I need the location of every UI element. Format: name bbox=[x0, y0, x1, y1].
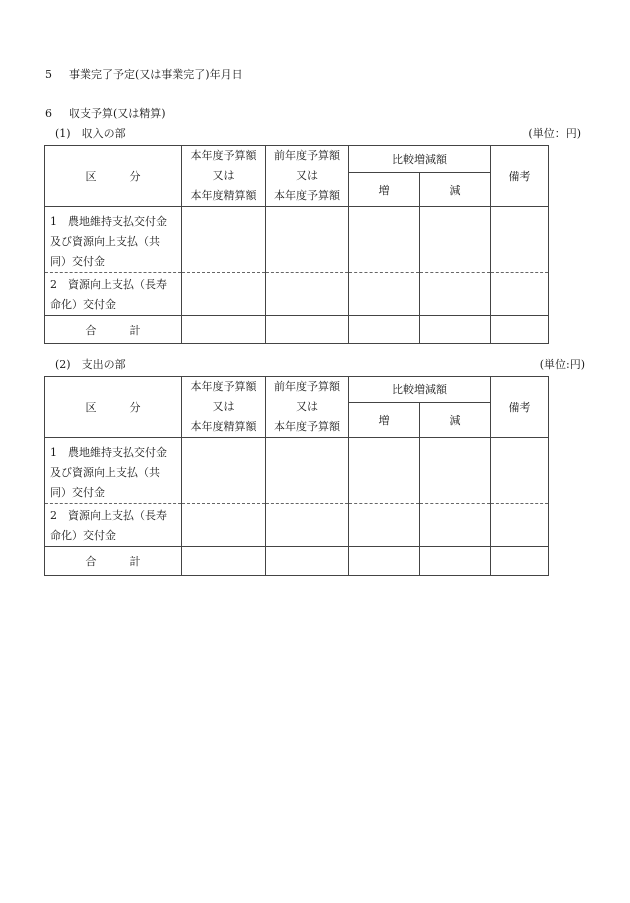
expense-total-decrease[interactable] bbox=[420, 547, 491, 576]
income-header-compare: 比較増減額 bbox=[349, 146, 491, 173]
section-6-heading bbox=[45, 108, 166, 119]
income-row-2-increase[interactable] bbox=[349, 273, 420, 316]
income-total-previous[interactable] bbox=[266, 316, 349, 344]
income-row-1-remarks[interactable] bbox=[491, 207, 549, 273]
expense-table bbox=[44, 376, 549, 576]
income-header-previous: 前年度予算額 又は 本年度予算額 bbox=[266, 146, 349, 207]
income-row-1-increase[interactable] bbox=[349, 207, 420, 273]
expense-row-1-decrease[interactable] bbox=[420, 438, 491, 504]
expense-row-1 bbox=[45, 438, 549, 504]
section-6-title: 収支予算(又は精算) bbox=[69, 107, 166, 120]
section-5-number: 5 bbox=[45, 68, 52, 81]
income-label: (1) 収入の部 bbox=[55, 127, 126, 140]
expense-row-1-increase[interactable] bbox=[349, 438, 420, 504]
expense-row-2-remarks[interactable] bbox=[491, 504, 549, 547]
expense-row-1-current[interactable] bbox=[182, 438, 266, 504]
income-header-current: 本年度予算額 又は 本年度精算額 bbox=[182, 146, 266, 207]
expense-unit: (単位:円) bbox=[539, 358, 585, 371]
expense-row-2-increase[interactable] bbox=[349, 504, 420, 547]
expense-header-compare: 比較増減額 bbox=[349, 377, 491, 403]
section-5-heading bbox=[45, 69, 243, 80]
expense-header-category: 区 分 bbox=[45, 377, 182, 438]
expense-total-current[interactable] bbox=[182, 547, 266, 576]
income-row-2-remarks[interactable] bbox=[491, 273, 549, 316]
income-total-current[interactable] bbox=[182, 316, 266, 344]
income-total-remarks[interactable] bbox=[491, 316, 549, 344]
expense-total-label: 合 計 bbox=[45, 547, 182, 576]
income-row-2 bbox=[45, 273, 549, 316]
income-row-2-decrease[interactable] bbox=[420, 273, 491, 316]
income-unit: (単位：円) bbox=[528, 127, 581, 140]
expense-row-2-current[interactable] bbox=[182, 504, 266, 547]
expense-header-previous: 前年度予算額 又は 本年度予算額 bbox=[266, 377, 349, 438]
income-total-increase[interactable] bbox=[349, 316, 420, 344]
income-header-remarks: 備考 bbox=[491, 146, 549, 207]
expense-total-row bbox=[45, 547, 549, 576]
income-row-1-label: 1 農地維持支払交付金 及び資源向上支払（共 同）交付金 bbox=[45, 207, 182, 273]
income-row-2-label: 2 資源向上支払（長寿 命化）交付金 bbox=[45, 273, 182, 316]
expense-header-row bbox=[45, 377, 549, 403]
income-header-category: 区 分 bbox=[45, 146, 182, 207]
income-row-1-previous[interactable] bbox=[266, 207, 349, 273]
expense-row-1-previous[interactable] bbox=[266, 438, 349, 504]
income-total-row bbox=[45, 316, 549, 344]
expense-label: (2) 支出の部 bbox=[55, 358, 126, 371]
income-total-label: 合 計 bbox=[45, 316, 182, 344]
expense-header-remarks: 備考 bbox=[491, 377, 549, 438]
expense-row-1-remarks[interactable] bbox=[491, 438, 549, 504]
section-6-number: 6 bbox=[45, 107, 52, 120]
expense-total-previous[interactable] bbox=[266, 547, 349, 576]
income-row-2-current[interactable] bbox=[182, 273, 266, 316]
income-row-1 bbox=[45, 207, 549, 273]
income-header-decrease: 減 bbox=[420, 173, 491, 207]
income-total-decrease[interactable] bbox=[420, 316, 491, 344]
expense-header-current: 本年度予算額 又は 本年度精算額 bbox=[182, 377, 266, 438]
section-5-title: 事業完了予定(又は事業完了)年月日 bbox=[69, 68, 243, 81]
income-row-1-current[interactable] bbox=[182, 207, 266, 273]
expense-row-2 bbox=[45, 504, 549, 547]
expense-header-decrease: 減 bbox=[420, 402, 491, 437]
expense-row-2-previous[interactable] bbox=[266, 504, 349, 547]
expense-header-increase: 増 bbox=[349, 402, 420, 437]
income-header-increase: 増 bbox=[349, 173, 420, 207]
income-row-1-decrease[interactable] bbox=[420, 207, 491, 273]
income-header-row bbox=[45, 146, 549, 173]
expense-row-2-decrease[interactable] bbox=[420, 504, 491, 547]
income-row-2-previous[interactable] bbox=[266, 273, 349, 316]
income-table bbox=[44, 145, 549, 344]
expense-total-remarks[interactable] bbox=[491, 547, 549, 576]
expense-total-increase[interactable] bbox=[349, 547, 420, 576]
expense-row-1-label: 1 農地維持支払交付金 及び資源向上支払（共 同）交付金 bbox=[45, 438, 182, 504]
expense-row-2-label: 2 資源向上支払（長寿 命化）交付金 bbox=[45, 504, 182, 547]
